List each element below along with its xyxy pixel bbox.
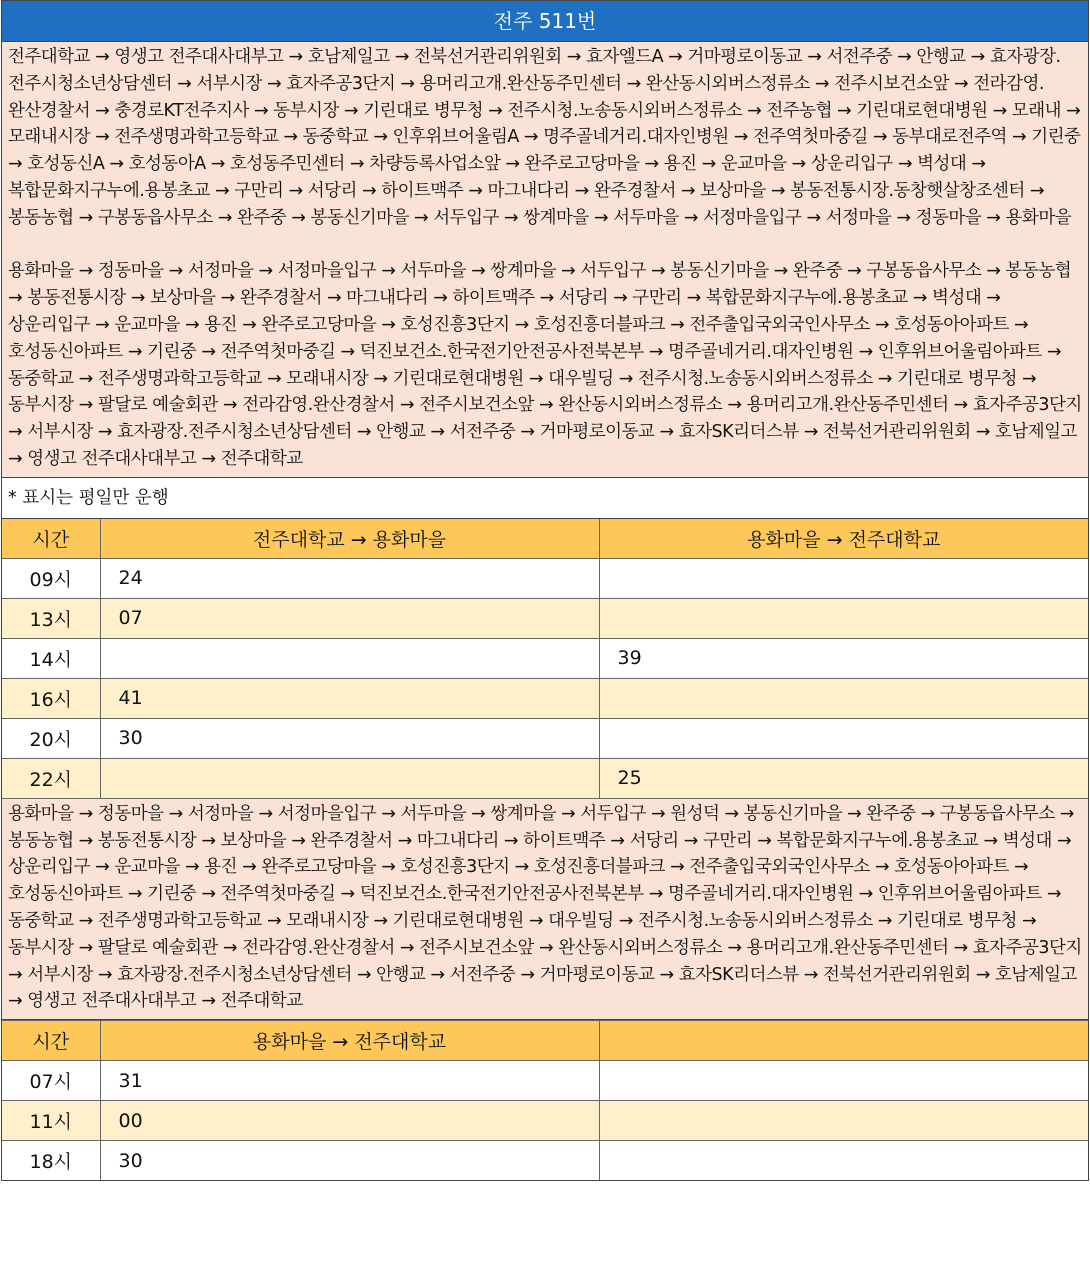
route-2-text: 용화마을 → 정동마을 → 서정마을 → 서정마을입구 → 서두마을 → 쌍계마을 → 서두입구 → 원성덕 → 봉동신기마을 → 완주중 → 구봉동읍사무소 → 봉동농협 → 봉동전통시장 → 보상마을 → 완주경찰서 → 마그내다리 → 하이트맥주 → 서당리 → 구만리 → 복합문화지구누에.용봉초교 → 벽성대 → 상운리입구 → 운교마을 → 용진 → 완주로고당마을 → 호성진흥3단지 → 호성진흥더블파크 → 전주출입국외국인사무소 → 호성동아아파트 → 호성동신아파트 → 기린중 → 전주역첫마중길 → 덕진보건소.한국전기안전공사전북본부 → 명주골네거리.대자인병원 → 인후위브어울림아파트 → 동중학교 → 전주생명과학고등학교 → 모래내시장 → 기린대로현대병원 → 대우빌딩 → 전주시청.노송동시외버스정류소 → 기린대로 병무청 → 동부시장 → 팔달로 예술회관 → 전라감영.완산경찰서 → 전주시보건소앞 → 완산동시외버스정류소 → 용머리고개.완산동주민센터 → 효자주공3단지 → 서부시장 → 효자광장.전주시청소년상담센터 → 안행교 → 서전주중 → 거마평로이동교 → 효자SK리더스뷰 → 전북선거관리위원회 → 호남제일고 → 영생고 전주대사대부고 → 전주대학교 xyxy=(8,803,1082,1012)
header-time: 시간 xyxy=(2,519,100,559)
weekday-note: * 표시는 평일만 운행 xyxy=(2,478,1088,519)
row-value-a: 41 xyxy=(100,678,599,718)
timetable-sheet xyxy=(1,0,1089,1181)
row-value-a xyxy=(100,638,599,678)
row-value-b xyxy=(599,718,1088,758)
table-row xyxy=(2,718,1088,758)
table-row xyxy=(2,558,1088,598)
row-value-a: 24 xyxy=(100,558,599,598)
row-value-b: 25 xyxy=(599,758,1088,798)
row-value-b xyxy=(599,1141,1088,1181)
timetable-2 xyxy=(2,1020,1088,1181)
route-inbound-text: 용화마을 → 정동마을 → 서정마을 → 서정마을입구 → 서두마을 → 쌍계마을 → 서두입구 → 봉동신기마을 → 완주중 → 구봉동읍사무소 → 봉동농협 → 봉동전통시장 → 보상마을 → 완주경찰서 → 마그내다리 → 하이트맥주 → 서당리 → 구만리 → 복합문화지구누에.용봉초교 → 벽성대 → 상운리입구 → 운교마을 → 용진 → 완주로고당마을 → 호성진흥3단지 → 호성진흥더블파크 → 전주출입국외국인사무소 → 호성동아아파트 → 호성동신아파트 → 기린중 → 전주역첫마중길 → 덕진보건소.한국전기안전공사전북본부 → 명주골네거리.대자인병원 → 인후위브어울림아파트 → 동중학교 → 전주생명과학고등학교 → 모래내시장 → 기린대로현대병원 → 대우빌딩 → 전주시청.노송동시외버스정류소 → 기린대로 병무청 → 동부시장 → 팔달로 예술회관 → 전라감영.완산경찰서 → 전주시보건소앞 → 완산동시외버스정류소 → 용머리고개.완산동주민센터 → 효자주공3단지 → 서부시장 → 효자광장.전주시청소년상담센터 → 안행교 → 서전주중 → 거마평로이동교 → 효자SK리더스뷰 → 전북선거관리위원회 → 호남제일고 → 영생고 전주대사대부고 → 전주대학교 xyxy=(8,261,1082,469)
header-time: 시간 xyxy=(2,1021,100,1061)
header-direction-a: 전주대학교 → 용화마을 xyxy=(100,519,599,559)
table-header-row xyxy=(2,519,1088,559)
table-row xyxy=(2,678,1088,718)
table-header-row xyxy=(2,1021,1088,1061)
row-value-a: 31 xyxy=(100,1061,599,1101)
page-title: 전주 511번 xyxy=(2,0,1088,42)
row-time: 13시 xyxy=(2,598,100,638)
table-row xyxy=(2,598,1088,638)
row-value-b xyxy=(599,558,1088,598)
row-value-b xyxy=(599,1101,1088,1141)
route-description-2 xyxy=(2,799,1088,1020)
row-time: 09시 xyxy=(2,558,100,598)
row-value-a xyxy=(100,758,599,798)
row-value-a: 00 xyxy=(100,1101,599,1141)
route-description-1 xyxy=(2,42,1088,478)
row-value-b xyxy=(599,678,1088,718)
row-time: 20시 xyxy=(2,718,100,758)
row-time: 14시 xyxy=(2,638,100,678)
table-row xyxy=(2,1101,1088,1141)
table-row xyxy=(2,638,1088,678)
row-time: 16시 xyxy=(2,678,100,718)
route-outbound-text: 전주대학교 → 영생고 전주대사대부고 → 호남제일고 → 전북선거관리위원회 → 효자엘드A → 거마평로이동교 → 서전주중 → 안행교 → 효자광장.전주시청소년상담센터 → 서부시장 → 효자주공3단지 → 용머리고개.완산동주민센터 → 완산동시외버스정류소 → 전주시보건소앞 → 전라감영.완산경찰서 → 충경로KT전주지사 → 동부시장 → 기린대로 병무청 → 전주시청.노송동시외버스정류소 → 전주농협 → 기린대로현대병원 → 모래내 → 모래내시장 → 전주생명과학고등학교 → 동중학교 → 인후위브어울림A → 명주골네거리.대자인병원 → 전주역첫마중길 → 동부대로전주역 → 기린중 → 호성동신A → 호성동아A → 호성동주민센터 → 차량등록사업소앞 → 완주로고당마을 → 용진 → 운교마을 → 상운리입구 → 벽성대 → 복합문화지구누에.용봉초교 → 구만리 → 서당리 → 하이트맥주 → 마그내다리 → 완주경찰서 → 보상마을 → 봉동전통시장.동창햇살창조센터 → 봉동농협 → 구봉동읍사무소 → 완주중 → 봉동신기마을 → 서두입구 → 쌍계마을 → 서두마을 → 서정마을입구 → 서정마을 → 정동마을 → 용화마을 xyxy=(8,47,1081,228)
row-time: 18시 xyxy=(2,1141,100,1181)
row-value-b: 39 xyxy=(599,638,1088,678)
row-value-a: 07 xyxy=(100,598,599,638)
row-time: 07시 xyxy=(2,1061,100,1101)
header-direction-b xyxy=(599,1021,1088,1061)
table-row xyxy=(2,1061,1088,1101)
row-value-a: 30 xyxy=(100,718,599,758)
table-row xyxy=(2,758,1088,798)
row-value-b xyxy=(599,598,1088,638)
row-value-a: 30 xyxy=(100,1141,599,1181)
header-direction-a: 용화마을 → 전주대학교 xyxy=(100,1021,599,1061)
row-time: 11시 xyxy=(2,1101,100,1141)
row-value-b xyxy=(599,1061,1088,1101)
timetable-1 xyxy=(2,519,1088,799)
table-row xyxy=(2,1141,1088,1181)
header-direction-b: 용화마을 → 전주대학교 xyxy=(599,519,1088,559)
row-time: 22시 xyxy=(2,758,100,798)
